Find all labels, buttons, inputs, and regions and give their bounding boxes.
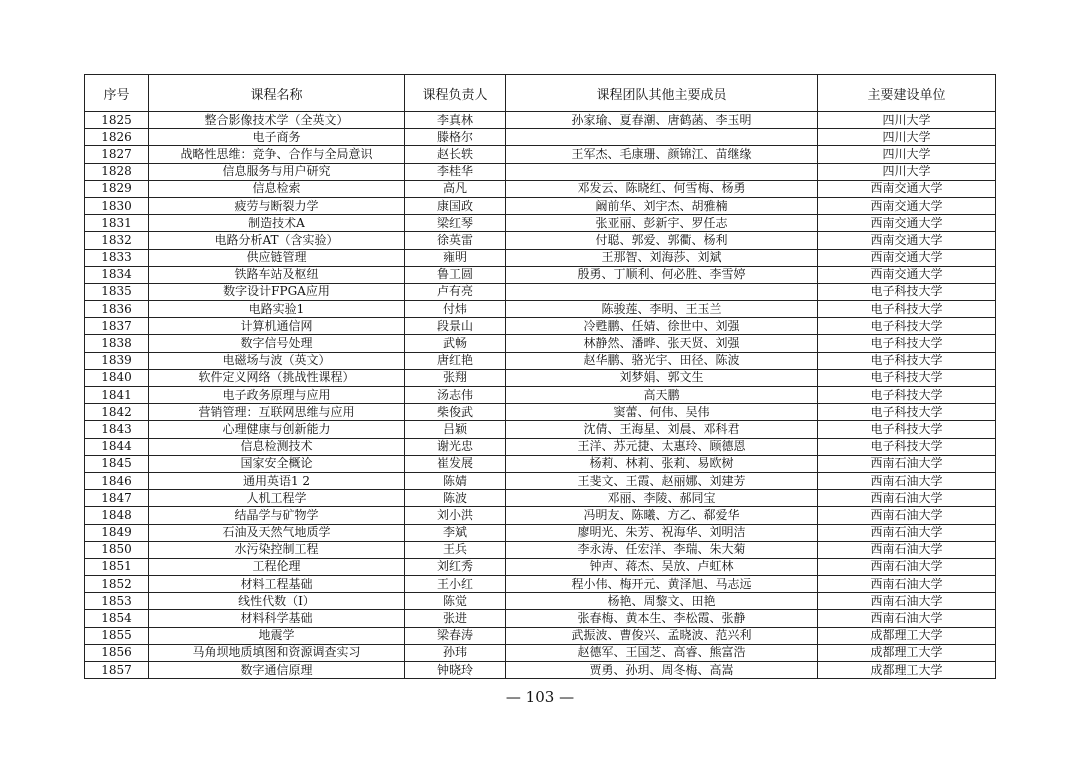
- cell-institution: 西南交通大学: [818, 249, 996, 266]
- table-row: [85, 593, 996, 610]
- table-row: [85, 249, 996, 266]
- cell-institution: 成都理工大学: [818, 627, 996, 644]
- cell-institution: 西南交通大学: [818, 266, 996, 283]
- table-row: [85, 438, 996, 455]
- cell-institution: 成都理工大学: [818, 644, 996, 661]
- cell-course-lead: 段景山: [405, 318, 506, 335]
- cell-index: 1847: [85, 490, 149, 507]
- cell-index: 1844: [85, 438, 149, 455]
- cell-course-name: 计算机通信网: [149, 318, 405, 335]
- cell-institution: 电子科技大学: [818, 438, 996, 455]
- cell-course-lead: 王小红: [405, 576, 506, 593]
- cell-institution: 西南石油大学: [818, 558, 996, 575]
- cell-index: 1840: [85, 369, 149, 386]
- cell-course-lead: 吕颖: [405, 421, 506, 438]
- cell-institution: 四川大学: [818, 129, 996, 146]
- cell-index: 1828: [85, 163, 149, 180]
- cell-institution: 西南石油大学: [818, 576, 996, 593]
- table-row: [85, 662, 996, 679]
- cell-index: 1838: [85, 335, 149, 352]
- cell-course-lead: 钟晓玲: [405, 662, 506, 679]
- cell-course-name: 信息检索: [149, 180, 405, 197]
- cell-team-members: 刘梦娟、郭文生: [506, 369, 818, 386]
- cell-course-name: 工程伦理: [149, 558, 405, 575]
- cell-course-name: 数字信号处理: [149, 335, 405, 352]
- cell-course-name: 整合影像技术学（全英文）: [149, 112, 405, 129]
- cell-institution: 电子科技大学: [818, 387, 996, 404]
- cell-index: 1855: [85, 627, 149, 644]
- cell-institution: 西南石油大学: [818, 524, 996, 541]
- cell-team-members: [506, 283, 818, 300]
- cell-course-name: 电路分析AT（含实验）: [149, 232, 405, 249]
- cell-team-members: 孙家瑜、夏春潮、唐鹤菡、李玉明: [506, 112, 818, 129]
- cell-team-members: 程小伟、梅开元、黄泽旭、马志远: [506, 576, 818, 593]
- cell-course-lead: 李斌: [405, 524, 506, 541]
- table-row: [85, 610, 996, 627]
- cell-institution: 西南交通大学: [818, 180, 996, 197]
- cell-course-name: 铁路车站及枢纽: [149, 266, 405, 283]
- cell-index: 1857: [85, 662, 149, 679]
- cell-course-name: 疲劳与断裂力学: [149, 197, 405, 214]
- cell-course-lead: 汤志伟: [405, 387, 506, 404]
- cell-index: 1850: [85, 541, 149, 558]
- cell-course-lead: 高凡: [405, 180, 506, 197]
- table-row: [85, 507, 996, 524]
- cell-course-name: 石油及天然气地质学: [149, 524, 405, 541]
- cell-index: 1834: [85, 266, 149, 283]
- header-course-lead: 课程负责人: [405, 75, 506, 112]
- cell-course-lead: 刘小洪: [405, 507, 506, 524]
- cell-course-lead: 陈波: [405, 490, 506, 507]
- cell-team-members: 武振波、曹俊兴、孟晓波、范兴利: [506, 627, 818, 644]
- cell-team-members: 张春梅、黄本生、李松霞、张静: [506, 610, 818, 627]
- cell-course-lead: 陈婧: [405, 472, 506, 489]
- cell-course-name: 地震学: [149, 627, 405, 644]
- cell-course-lead: 李真林: [405, 112, 506, 129]
- cell-course-lead: 陈觉: [405, 593, 506, 610]
- cell-course-lead: 赵长轶: [405, 146, 506, 163]
- cell-institution: 西南石油大学: [818, 472, 996, 489]
- cell-course-lead: 王兵: [405, 541, 506, 558]
- cell-course-lead: 张进: [405, 610, 506, 627]
- table-row: [85, 197, 996, 214]
- cell-course-name: 数字通信原理: [149, 662, 405, 679]
- table-row: [85, 112, 996, 129]
- cell-institution: 西南石油大学: [818, 541, 996, 558]
- table-row: [85, 232, 996, 249]
- header-row: [85, 75, 996, 112]
- table-row: [85, 352, 996, 369]
- cell-team-members: 王洋、苏元捷、太惠玲、顾德恩: [506, 438, 818, 455]
- cell-course-name: 马角坝地质填图和资源调查实习: [149, 644, 405, 661]
- cell-course-name: 电路实验1: [149, 301, 405, 318]
- cell-team-members: 邓丽、李陵、郝同宝: [506, 490, 818, 507]
- table-row: [85, 576, 996, 593]
- course-table: [84, 74, 996, 679]
- header-institution: 主要建设单位: [818, 75, 996, 112]
- cell-course-name: 人机工程学: [149, 490, 405, 507]
- cell-team-members: 贾勇、孙玥、周冬梅、高嵩: [506, 662, 818, 679]
- cell-course-name: 信息服务与用户研究: [149, 163, 405, 180]
- cell-team-members: 杨艳、周黎文、田艳: [506, 593, 818, 610]
- table-row: [85, 369, 996, 386]
- cell-team-members: 杨莉、林莉、张莉、易欧树: [506, 455, 818, 472]
- cell-institution: 四川大学: [818, 146, 996, 163]
- table-row: [85, 490, 996, 507]
- cell-course-name: 线性代数（I）: [149, 593, 405, 610]
- cell-index: 1836: [85, 301, 149, 318]
- cell-team-members: 赵德军、王国芝、高睿、熊富浩: [506, 644, 818, 661]
- cell-team-members: 钟声、蒋杰、吴放、卢虹林: [506, 558, 818, 575]
- cell-team-members: [506, 163, 818, 180]
- cell-course-name: 数字设计FPGA应用: [149, 283, 405, 300]
- cell-institution: 西南交通大学: [818, 215, 996, 232]
- cell-course-lead: 唐红艳: [405, 352, 506, 369]
- cell-index: 1827: [85, 146, 149, 163]
- cell-index: 1835: [85, 283, 149, 300]
- cell-institution: 西南石油大学: [818, 490, 996, 507]
- cell-team-members: [506, 129, 818, 146]
- table-row: [85, 215, 996, 232]
- table-row: [85, 455, 996, 472]
- cell-course-name: 营销管理：互联网思维与应用: [149, 404, 405, 421]
- table-row: [85, 266, 996, 283]
- cell-institution: 西南交通大学: [818, 232, 996, 249]
- cell-course-name: 信息检测技术: [149, 438, 405, 455]
- table-row: [85, 163, 996, 180]
- table-row: [85, 541, 996, 558]
- cell-course-lead: 康国政: [405, 197, 506, 214]
- table-row: [85, 283, 996, 300]
- table-row: [85, 524, 996, 541]
- table-row: [85, 558, 996, 575]
- cell-course-lead: 李桂华: [405, 163, 506, 180]
- cell-course-lead: 滕格尔: [405, 129, 506, 146]
- cell-team-members: 殷勇、丁顺利、何必胜、李雪婷: [506, 266, 818, 283]
- cell-course-lead: 柴俊武: [405, 404, 506, 421]
- cell-course-name: 材料工程基础: [149, 576, 405, 593]
- cell-course-name: 软件定义网络（挑战性课程）: [149, 369, 405, 386]
- table-row: [85, 472, 996, 489]
- cell-institution: 西南石油大学: [818, 610, 996, 627]
- cell-institution: 电子科技大学: [818, 301, 996, 318]
- cell-team-members: 王那智、刘海莎、刘斌: [506, 249, 818, 266]
- cell-institution: 电子科技大学: [818, 404, 996, 421]
- cell-institution: 电子科技大学: [818, 283, 996, 300]
- cell-course-name: 电子商务: [149, 129, 405, 146]
- cell-course-lead: 刘红秀: [405, 558, 506, 575]
- cell-course-name: 战略性思维：竞争、合作与全局意识: [149, 146, 405, 163]
- cell-course-lead: 崔发展: [405, 455, 506, 472]
- table-row: [85, 627, 996, 644]
- table-body: [85, 112, 996, 679]
- cell-course-lead: 张翔: [405, 369, 506, 386]
- cell-index: 1830: [85, 197, 149, 214]
- page-number: — 103 —: [505, 688, 575, 706]
- cell-index: 1839: [85, 352, 149, 369]
- cell-team-members: 沈倩、王海星、刘晨、邓科君: [506, 421, 818, 438]
- table-row: [85, 318, 996, 335]
- cell-institution: 西南石油大学: [818, 455, 996, 472]
- table-row: [85, 335, 996, 352]
- cell-course-lead: 卢有亮: [405, 283, 506, 300]
- cell-index: 1856: [85, 644, 149, 661]
- cell-index: 1843: [85, 421, 149, 438]
- cell-institution: 西南交通大学: [818, 197, 996, 214]
- cell-index: 1851: [85, 558, 149, 575]
- cell-institution: 西南石油大学: [818, 507, 996, 524]
- cell-index: 1826: [85, 129, 149, 146]
- cell-team-members: 付聪、郭爱、郭衢、杨利: [506, 232, 818, 249]
- cell-course-name: 水污染控制工程: [149, 541, 405, 558]
- cell-course-name: 材料科学基础: [149, 610, 405, 627]
- cell-institution: 西南石油大学: [818, 593, 996, 610]
- cell-course-lead: 付炜: [405, 301, 506, 318]
- cell-team-members: 陈骏莲、李明、王玉兰: [506, 301, 818, 318]
- cell-course-lead: 谢光忠: [405, 438, 506, 455]
- cell-index: 1829: [85, 180, 149, 197]
- cell-index: 1848: [85, 507, 149, 524]
- cell-index: 1842: [85, 404, 149, 421]
- cell-institution: 四川大学: [818, 163, 996, 180]
- cell-index: 1832: [85, 232, 149, 249]
- cell-team-members: 张亚丽、彭新宇、罗任志: [506, 215, 818, 232]
- cell-team-members: 窦蕾、何伟、吴伟: [506, 404, 818, 421]
- cell-index: 1849: [85, 524, 149, 541]
- cell-course-name: 通用英语1 2: [149, 472, 405, 489]
- cell-team-members: 赵华鹏、骆光宇、田径、陈波: [506, 352, 818, 369]
- cell-index: 1825: [85, 112, 149, 129]
- cell-course-lead: 武畅: [405, 335, 506, 352]
- cell-team-members: 李永涛、任宏洋、李瑞、朱大菊: [506, 541, 818, 558]
- cell-course-name: 电子政务原理与应用: [149, 387, 405, 404]
- cell-index: 1837: [85, 318, 149, 335]
- table-row: [85, 146, 996, 163]
- cell-institution: 电子科技大学: [818, 335, 996, 352]
- cell-index: 1833: [85, 249, 149, 266]
- cell-institution: 成都理工大学: [818, 662, 996, 679]
- cell-index: 1854: [85, 610, 149, 627]
- cell-course-lead: 孙玮: [405, 644, 506, 661]
- cell-index: 1853: [85, 593, 149, 610]
- cell-team-members: 王斐文、王霞、赵丽娜、刘建芳: [506, 472, 818, 489]
- table-header: [85, 75, 996, 112]
- cell-course-name: 电磁场与波（英文）: [149, 352, 405, 369]
- cell-course-lead: 鲁工圆: [405, 266, 506, 283]
- cell-institution: 电子科技大学: [818, 421, 996, 438]
- cell-team-members: 王军杰、毛康珊、颜锦江、苗继缘: [506, 146, 818, 163]
- header-index: 序号: [85, 75, 149, 112]
- cell-course-name: 心理健康与创新能力: [149, 421, 405, 438]
- cell-index: 1852: [85, 576, 149, 593]
- cell-team-members: 林静然、潘晔、张天贤、刘强: [506, 335, 818, 352]
- cell-course-lead: 梁春涛: [405, 627, 506, 644]
- cell-course-name: 结晶学与矿物学: [149, 507, 405, 524]
- cell-course-lead: 雍明: [405, 249, 506, 266]
- cell-institution: 电子科技大学: [818, 369, 996, 386]
- table-row: [85, 644, 996, 661]
- header-course-name: 课程名称: [149, 75, 405, 112]
- cell-team-members: 冯明友、陈曦、方乙、郗爱华: [506, 507, 818, 524]
- cell-course-name: 国家安全概论: [149, 455, 405, 472]
- table-row: [85, 301, 996, 318]
- cell-team-members: 邓发云、陈晓红、何雪梅、杨勇: [506, 180, 818, 197]
- table-row: [85, 129, 996, 146]
- cell-index: 1845: [85, 455, 149, 472]
- table-row: [85, 180, 996, 197]
- cell-course-lead: 梁红琴: [405, 215, 506, 232]
- cell-course-name: 制造技术A: [149, 215, 405, 232]
- cell-team-members: 阚前华、刘宇杰、胡雅楠: [506, 197, 818, 214]
- cell-institution: 四川大学: [818, 112, 996, 129]
- cell-team-members: 高天鹏: [506, 387, 818, 404]
- cell-course-lead: 徐英雷: [405, 232, 506, 249]
- cell-team-members: 廖明光、朱芳、祝海华、刘明洁: [506, 524, 818, 541]
- table-row: [85, 421, 996, 438]
- cell-team-members: 冷甦鹏、任婧、徐世中、刘强: [506, 318, 818, 335]
- cell-index: 1831: [85, 215, 149, 232]
- cell-index: 1846: [85, 472, 149, 489]
- table-row: [85, 404, 996, 421]
- cell-index: 1841: [85, 387, 149, 404]
- header-team-members: 课程团队其他主要成员: [506, 75, 818, 112]
- table-row: [85, 387, 996, 404]
- cell-institution: 电子科技大学: [818, 318, 996, 335]
- cell-institution: 电子科技大学: [818, 352, 996, 369]
- cell-course-name: 供应链管理: [149, 249, 405, 266]
